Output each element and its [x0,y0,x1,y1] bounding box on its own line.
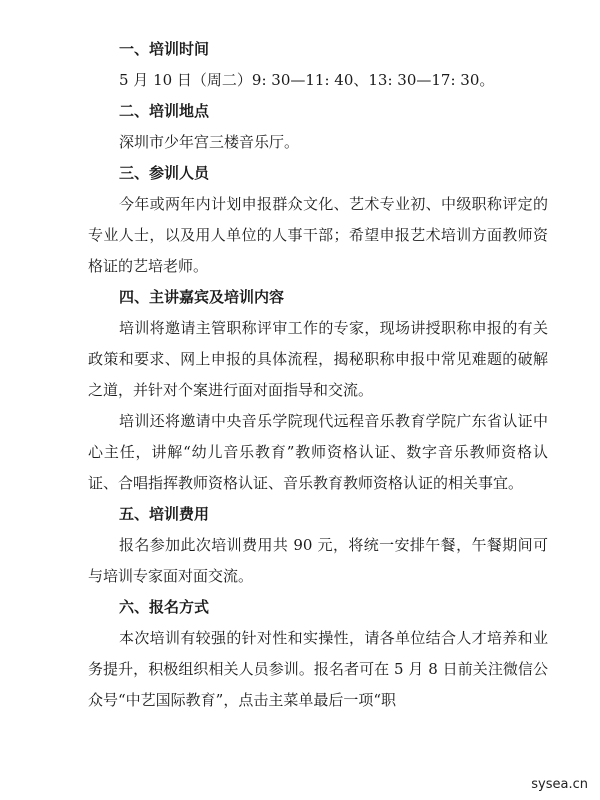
paragraph-speakers-content-1: 培训将邀请主管职称评审工作的专家，现场讲授职称申报的有关政策和要求、网上申报的具体流程，揭秘职称申报中常见难题的破解之道，并针对个案进行面对面指导和交流。 [88,319,548,399]
section-heading-training-location: 二、培训地点 [119,102,210,120]
paragraph-registration: 本次培训有较强的针对性和实操性，请各单位结合人才培养和业务提升，积极组织相关人员参训。报名者可在 5 月 8 日前关注微信公众号“中艺国际教育”，点击主菜单最后一项“职 [88,629,548,709]
paragraph-training-location: 深圳市少年宫三楼音乐厅。 [119,133,300,151]
section-heading-training-fee: 五、培训费用 [119,505,210,523]
section-heading-registration: 六、报名方式 [119,598,210,616]
paragraph-training-time: 5 月 10 日（周二）9: 30—11: 40、13: 30—17: 30。 [119,71,495,89]
paragraph-training-fee: 报名参加此次培训费用共 90 元，将统一安排午餐，午餐期间可与培训专家面对面交流。 [88,536,548,585]
section-heading-speakers-content: 四、主讲嘉宾及培训内容 [119,288,285,306]
paragraph-participants: 今年或两年内计划申报群众文化、艺术专业初、中级职称评定的专业人士，以及用人单位的人事干部；希望申报艺术培训方面教师资格证的艺培老师。 [88,195,548,275]
paragraph-speakers-content-2: 培训还将邀请中央音乐学院现代远程音乐教育学院广东省认证中心主任，讲解“幼儿音乐教育”教师资格认证、数字音乐教师资格认证、合唱指挥教师资格认证、音乐教育教师资格认证的相关事宜。 [88,412,548,492]
watermark: sysea.cn [531,777,588,792]
section-heading-training-time: 一、培训时间 [119,40,210,58]
document-body [88,34,548,716]
section-heading-participants: 三、参训人员 [119,164,210,182]
